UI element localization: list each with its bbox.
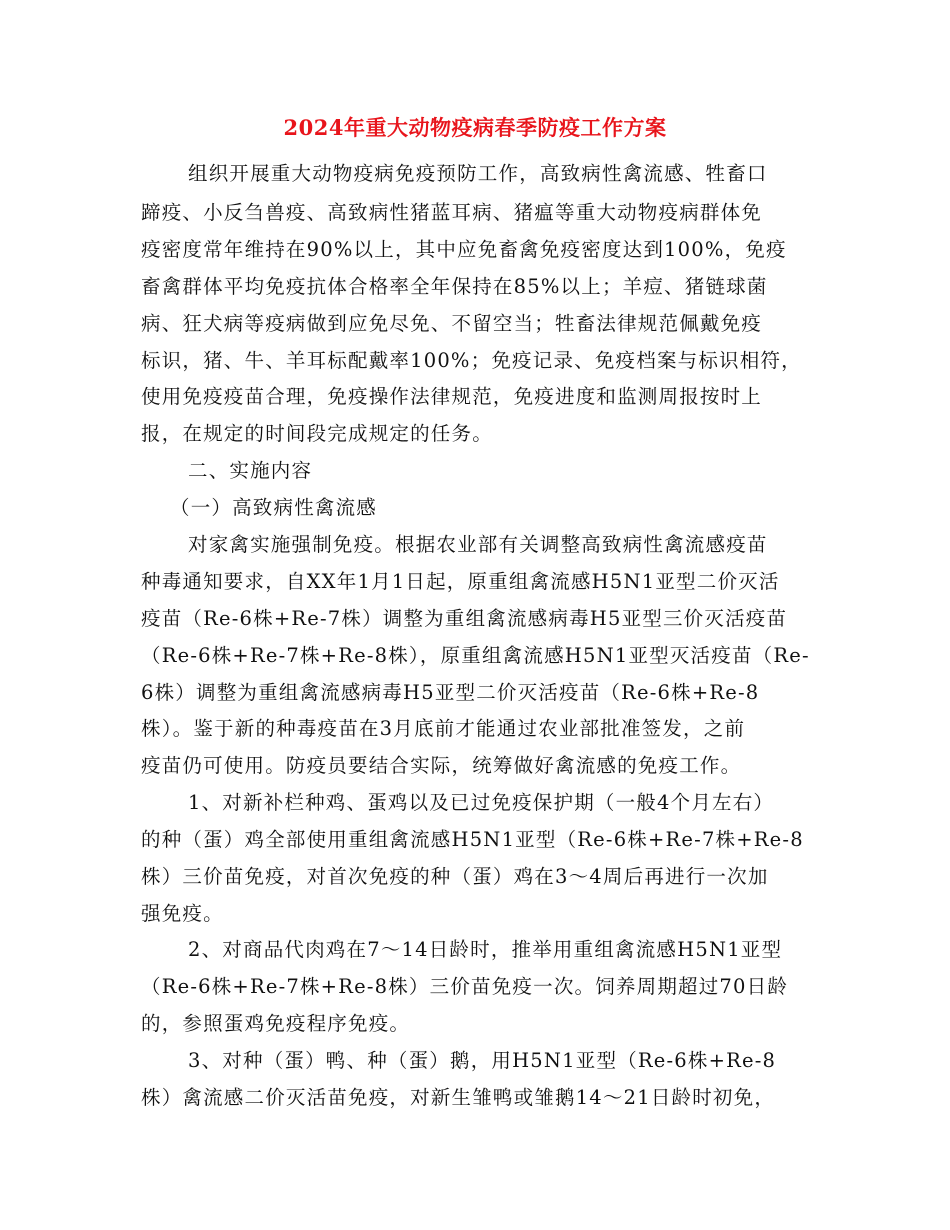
paragraph-line: 疫苗仍可使用。防疫员要结合实际，统筹做好禽流感的免疫工作。 [141, 754, 742, 777]
subsection-heading: （一）高致病性禽流感 [170, 496, 378, 519]
paragraph-line: 报，在规定的时间段完成规定的任务。 [141, 422, 493, 445]
section-heading: 二、实施内容 [188, 459, 313, 482]
document-title: 2024年重大动物疫病春季防疫工作方案 [283, 115, 667, 140]
paragraph-line: 6株）调整为重组禽流感病毒H5亚型二价灭活疫苗（Re-6株+Re-8 [141, 681, 760, 704]
paragraph-line: 株）。鉴于新的种毒疫苗在3月底前才能通过农业部批准签发，之前 [141, 717, 746, 740]
paragraph-line: 3、对种（蛋）鸭、种（蛋）鹅，用H5N1亚型（Re-6株+Re-8 [188, 1049, 777, 1072]
paragraph-line: 使用免疫疫苗合理，免疫操作法律规范，免疫进度和监测周报按时上 [141, 385, 763, 408]
paragraph-line: 株）三价苗免疫，对首次免疫的种（蛋）鸡在3～4周后再进行一次加 [141, 865, 769, 888]
paragraph-line: 株）禽流感二价灭活苗免疫，对新生雏鸭或雏鹅14～21日龄时初免， [141, 1086, 776, 1109]
paragraph-line: 的种（蛋）鸡全部使用重组禽流感H5N1亚型（Re-6株+Re-7株+Re-8 [141, 828, 804, 851]
paragraph-line: 种毒通知要求，自XX年1月1日起，原重组禽流感H5N1亚型二价灭活 [141, 570, 780, 593]
paragraph-line: （Re-6株+Re-7株+Re-8株）三价苗免疫一次。饲养周期超过70日龄 [141, 975, 789, 998]
paragraph-line: 1、对新补栏种鸡、蛋鸡以及已过免疫保护期（一般4个月左右） [188, 791, 775, 814]
paragraph-line: 畜禽群体平均免疫抗体合格率全年保持在85%以上；羊痘、猪链球菌 [141, 275, 768, 298]
paragraph-line: 疫苗（Re-6株+Re-7株）调整为重组禽流感病毒H5亚型三价灭活疫苗 [141, 607, 788, 630]
paragraph-line: 强免疫。 [141, 902, 224, 925]
paragraph-line: 2、对商品代肉鸡在7～14日龄时，推举用重组禽流感H5N1亚型 [188, 938, 783, 961]
paragraph-line: 标识，猪、牛、羊耳标配戴率100%；免疫记录、免疫档案与标识相符， [141, 349, 802, 372]
paragraph-line: 对家禽实施强制免疫。根据农业部有关调整高致病性禽流感疫苗 [188, 533, 768, 556]
paragraph-line: （Re-6株+Re-7株+Re-8株），原重组禽流感H5N1亚型灭活疫苗（Re- [141, 644, 810, 667]
paragraph-line: 病、狂犬病等疫病做到应免尽免、不留空当；牲畜法律规范佩戴免疫 [141, 312, 763, 335]
paragraph-line: 疫密度常年维持在90%以上，其中应免畜禽免疫密度达到100%，免疫 [141, 238, 787, 261]
paragraph-line: 蹄疫、小反刍兽疫、高致病性猪蓝耳病、猪瘟等重大动物疫病群体免 [141, 201, 763, 224]
paragraph-line: 组织开展重大动物疫病免疫预防工作，高致病性禽流感、牲畜口 [188, 162, 768, 185]
paragraph-line: 的，参照蛋鸡免疫程序免疫。 [141, 1012, 411, 1035]
